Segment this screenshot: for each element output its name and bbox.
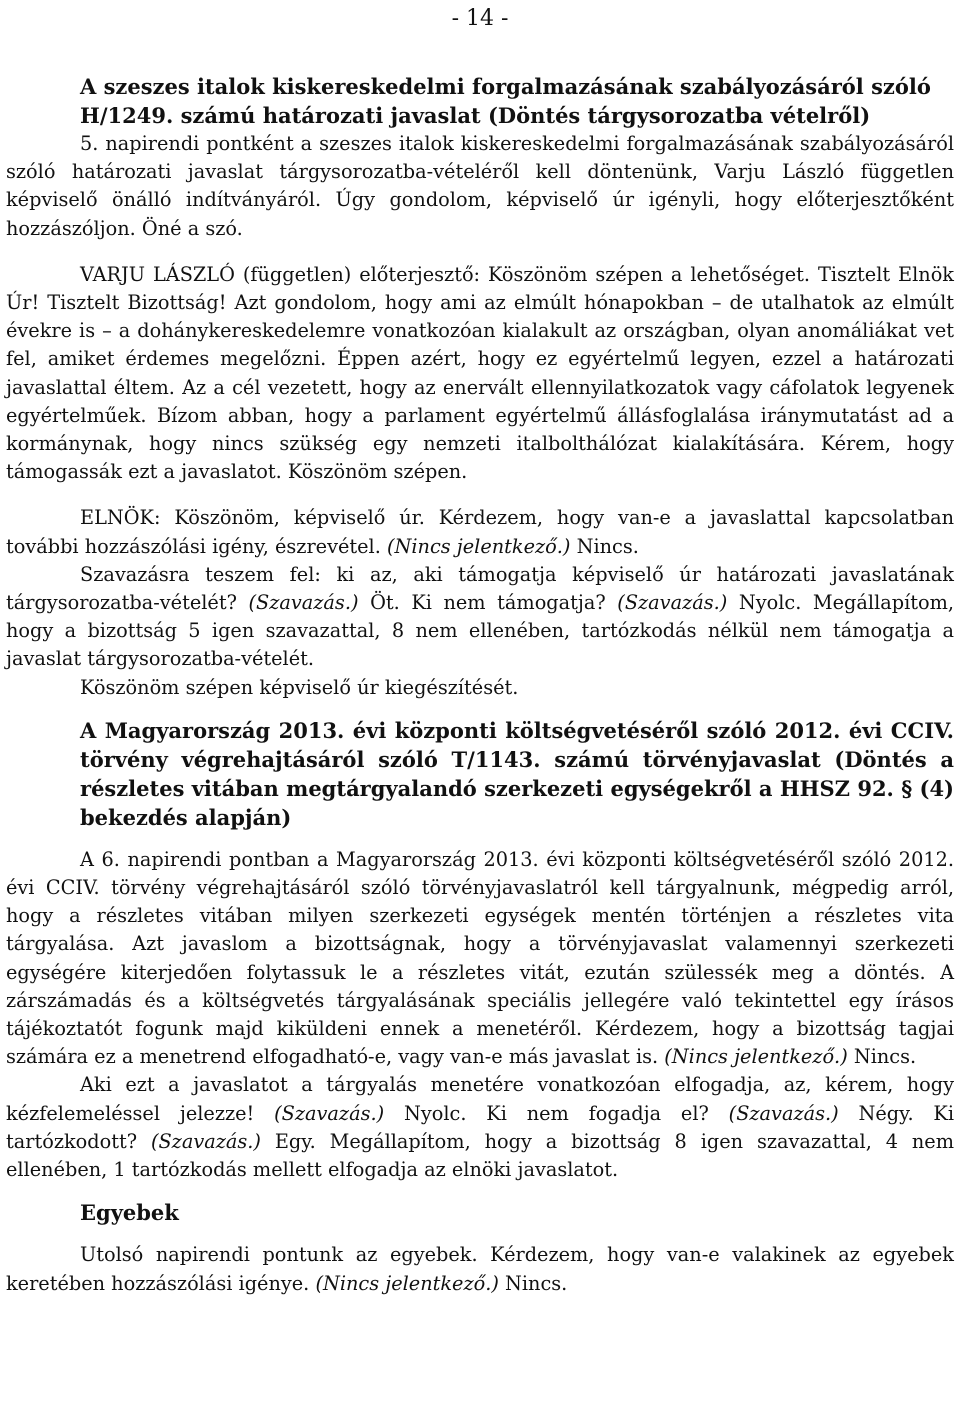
paragraph-other-items — [6, 1241, 954, 1297]
section-heading-alcohol-retail: A szeszes italok kiskereskedelmi forgalmazásának szabályozásáról szóló H/1249. számú határozati javaslat (Döntés tárgysorozatba vételről) — [80, 74, 931, 128]
italic-note: (Nincs jelentkező.) — [315, 1271, 499, 1295]
italic-note: (Szavazás.) — [728, 1101, 839, 1125]
text-run: ELNÖK: Köszönöm, képviselő úr. Kérdezem, hogy van-e a javaslattal kapcsolatban további hozzászólási igény, észrevétel. — [6, 506, 954, 558]
text-run: Nyolc. Megállapítom, hogy a bizottság 5 igen szavazattal, 8 nem ellenében, tartózkodás nélkül nem támogatja a javaslat tárgysorozatba-vételét. — [6, 591, 955, 671]
section-heading-budget-law: A Magyarország 2013. évi központi költségvetéséről szóló 2012. évi CCIV. törvény végrehajtásáról szóló T/1143. számú törvényjavaslat (Döntés a részletes vitában megtárgyalandó szerkezeti egységekről a HHSZ 92. § (4) bekezdés alapján) — [80, 717, 954, 830]
text-run: Öt. Ki nem támogatja? — [358, 591, 618, 615]
section-heading-other: Egyebek — [80, 1200, 179, 1226]
italic-note: (Szavazás.) — [248, 591, 359, 615]
text-run: Nincs. — [498, 1271, 568, 1295]
text-run: Nyolc. Ki nem fogadja el? — [384, 1101, 729, 1125]
text-run: Szavazásra teszem fel: ki az, aki támogatja képviselő úr határozati javaslatának tárgysorozatba-vételét? — [6, 562, 954, 615]
italic-note: (Nincs jelentkező.) — [664, 1045, 848, 1069]
paragraph-agenda-5: 5. napirendi pontként a szeszes italok kiskereskedelmi forgalmazásának szabályozásáról szóló határozati javaslat tárgysorozatba-vételéről kell döntenünk, Varju László független képviselő önálló indítványáról. Úgy gondolom, képviselő úr igényli, hogy előterjesztőként hozzászóljon. Öné a szó. — [6, 132, 954, 240]
text-run: Nincs. — [570, 534, 639, 558]
document-page — [6, 0, 954, 1298]
italic-note: (Szavazás.) — [150, 1129, 261, 1153]
italic-note: (Szavazás.) — [617, 591, 728, 615]
text-run: A 6. napirendi pontban a Magyarország 2013. évi központi költségvetéséről szóló 2012. évi CCIV. törvény végrehajtásáról szóló törvényjavaslatról kell tárgyalnunk, mégpedig arról, hogy a részletes vitában milyen szerkezeti egységek mentén történjen a részletes vita tárgyalása. Azt javaslom a bizottságnak, hogy a törvényjavaslat valamennyi szerkezeti egységére kiterjedően folytassuk le a részletes vitát, ezután szülessék meg a döntés. A zárszámadás és a költségvetés tárgyalásának speciális jellegére való tekintettel egy írásos tájékoztatót fogunk majd kiküldeni ennek a menetéről. Kérdezem, hogy a bizottság tagjai számára ez a menetrend elfogadható-e, vagy van-e más javaslat is. — [6, 847, 954, 1069]
text-run: Nincs. — [847, 1045, 917, 1069]
paragraph-vote-2 — [6, 1071, 954, 1184]
text-run: Négy. Ki tartózkodott? — [6, 1101, 954, 1153]
text-run: Aki ezt a javaslatot a tárgyalás menetére vonatkozóan elfogadja, az, kérem, hogy kézfelemeléssel jelezze! — [6, 1073, 954, 1125]
paragraph-varju-speech: VARJU LÁSZLÓ (független) előterjesztő: Köszönöm szépen a lehetőséget. Tisztelt Elnök Úr! Tisztelt Bizottság! Azt gondolom, hogy ami az elmúlt hónapokban – de utalhatok az elmúlt évekre is – a dohánykereskedelemre vonatkozóan kialakult az országban, olyan anomáliákat vet fel, amiket érdemes megelőzni. Éppen azért, hogy ez egyértelmű legyen, ezzel a határozati javaslattal éltem. Az a cél vezetett, hogy az enervált ellennyilatkozatok vagy cáfolatok legyenek egyértelműek. Bízom abban, hogy a parlament egyértelmű állásfoglalása iránymutatást ad a kormánynak, hogy nincs szükség egy nemzeti italbolthálózat kialakítására. Kérem, hogy támogassák ezt a javaslatot. Köszönöm szépen. — [6, 262, 954, 484]
italic-note: (Szavazás.) — [274, 1101, 385, 1125]
text-run: Utolsó napirendi pontunk az egyebek. Kérdezem, hogy van-e valakinek az egyebek keretében hozzászólási igénye. — [6, 1243, 954, 1295]
text-run: Egy. Megállapítom, hogy a bizottság 8 igen szavazattal, 4 nem ellenében, 1 tartózkodás mellett elfogadja az elnöki javaslatot. — [6, 1129, 954, 1182]
paragraph-thanks: Köszönöm szépen képviselő úr kiegészítését. — [80, 675, 519, 699]
paragraph-vote-1 — [6, 561, 954, 674]
page-number: - 14 - — [451, 6, 509, 31]
italic-note: (Nincs jelentkező.) — [386, 534, 571, 558]
paragraph-agenda-6 — [6, 846, 954, 1072]
paragraph-chair-question — [6, 504, 954, 560]
